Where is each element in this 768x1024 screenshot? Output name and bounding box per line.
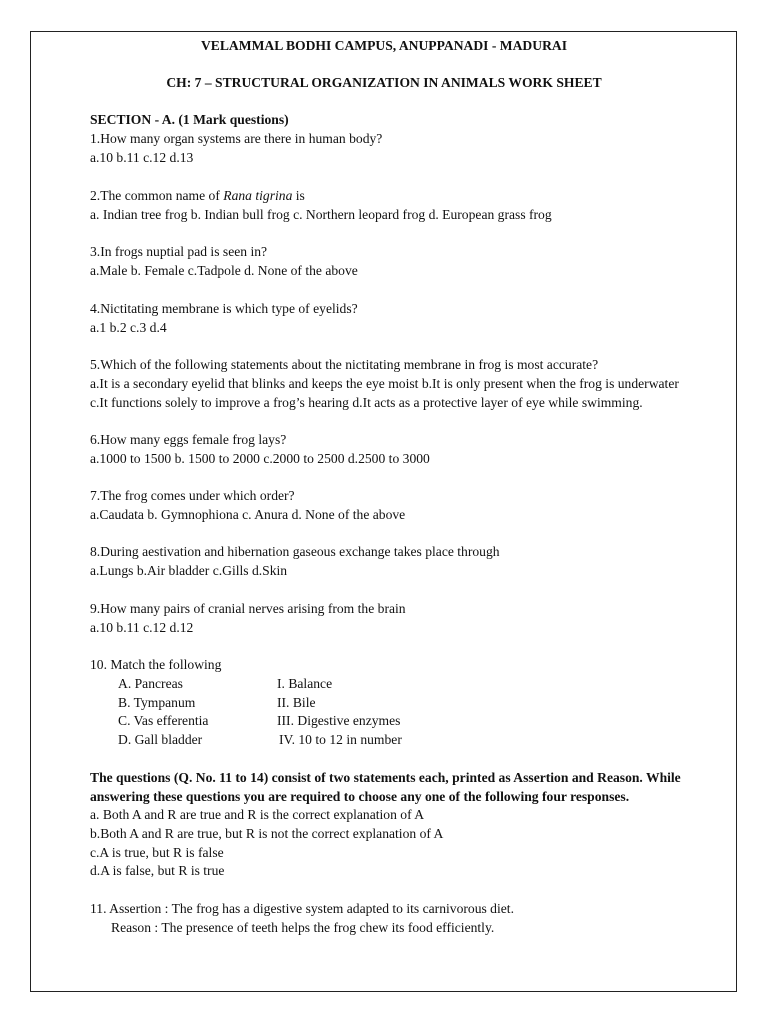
response-option-a: a. Both A and R are true and R is the correct explanation of A — [90, 807, 425, 822]
question-11-assertion: 11. Assertion : The frog has a digestive system adapted to its carnivorous diet. — [90, 901, 514, 916]
school-name: VELAMMAL BODHI CAMPUS, ANUPPANADI - MADURAI — [200, 38, 567, 53]
response-option-b: b.Both A and R are true, but R is not the correct explanation of A — [90, 826, 444, 841]
section-heading: SECTION - A. (1 Mark questions) — [90, 112, 289, 127]
question-11-reason: Reason : The presence of teeth helps the frog chew its food efficiently. — [111, 920, 495, 935]
match-right-iv: IV. 10 to 12 in number — [279, 732, 402, 747]
match-right-iii: III. Digestive enzymes — [277, 713, 401, 728]
question-3: 3.In frogs nuptial pad is seen in? — [90, 244, 268, 259]
question-4-options: a.1 b.2 c.3 d.4 — [90, 320, 167, 335]
question-5-options-line-1: a.It is a secondary eyelid that blinks and keeps the eye moist b.It is only present when the frog is underwater — [90, 376, 679, 391]
question-4: 4.Nictitating membrane is which type of eyelids? — [90, 301, 358, 316]
question-9: 9.How many pairs of cranial nerves arising from the brain — [90, 601, 406, 616]
response-option-c: c.A is true, but R is false — [90, 845, 224, 860]
assertion-instructions-line-2: answering these questions you are required to choose any one of the following four responses. — [90, 789, 630, 804]
match-left-a: A. Pancreas — [118, 676, 183, 691]
match-right-ii: II. Bile — [277, 695, 316, 710]
assertion-instructions-line-1: The questions (Q. No. 11 to 14) consist of two statements each, printed as Assertion and Reason. While — [90, 770, 681, 785]
question-2-options: a. Indian tree frog b. Indian bull frog c. Northern leopard frog d. European grass frog — [90, 207, 552, 222]
question-6-options: a.1000 to 1500 b. 1500 to 2000 c.2000 to 2500 d.2500 to 3000 — [90, 451, 430, 466]
question-9-options: a.10 b.11 c.12 d.12 — [90, 620, 194, 635]
question-6: 6.How many eggs female frog lays? — [90, 432, 287, 447]
question-7: 7.The frog comes under which order? — [90, 488, 295, 503]
worksheet-title: CH: 7 – STRUCTURAL ORGANIZATION IN ANIMALS WORK SHEET — [166, 75, 602, 90]
species-name: Rana tigrina — [223, 188, 293, 203]
match-left-b: B. Tympanum — [118, 695, 196, 710]
match-right-i: I. Balance — [277, 676, 333, 691]
question-2 — [90, 186, 305, 205]
question-8: 8.During aestivation and hibernation gaseous exchange takes place through — [90, 544, 500, 559]
match-left-d: D. Gall bladder — [118, 732, 203, 747]
question-3-options: a.Male b. Female c.Tadpole d. None of the above — [90, 263, 358, 278]
question-7-options: a.Caudata b. Gymnophiona c. Anura d. None of the above — [90, 507, 406, 522]
question-1: 1.How many organ systems are there in human body? — [90, 131, 383, 146]
question-5: 5.Which of the following statements about the nictitating membrane in frog is most accurate? — [90, 357, 599, 372]
question-2-post: is — [292, 188, 305, 203]
question-1-options: a.10 b.11 c.12 d.13 — [90, 150, 194, 165]
question-8-options: a.Lungs b.Air bladder c.Gills d.Skin — [90, 563, 288, 578]
question-10: 10. Match the following — [90, 657, 222, 672]
question-5-options-line-2: c.It functions solely to improve a frog’s hearing d.It acts as a protective layer of eye while swimming. — [90, 395, 643, 410]
match-left-c: C. Vas efferentia — [118, 713, 209, 728]
response-option-d: d.A is false, but R is true — [90, 863, 225, 878]
question-2-pre: 2.The common name of — [90, 188, 224, 203]
